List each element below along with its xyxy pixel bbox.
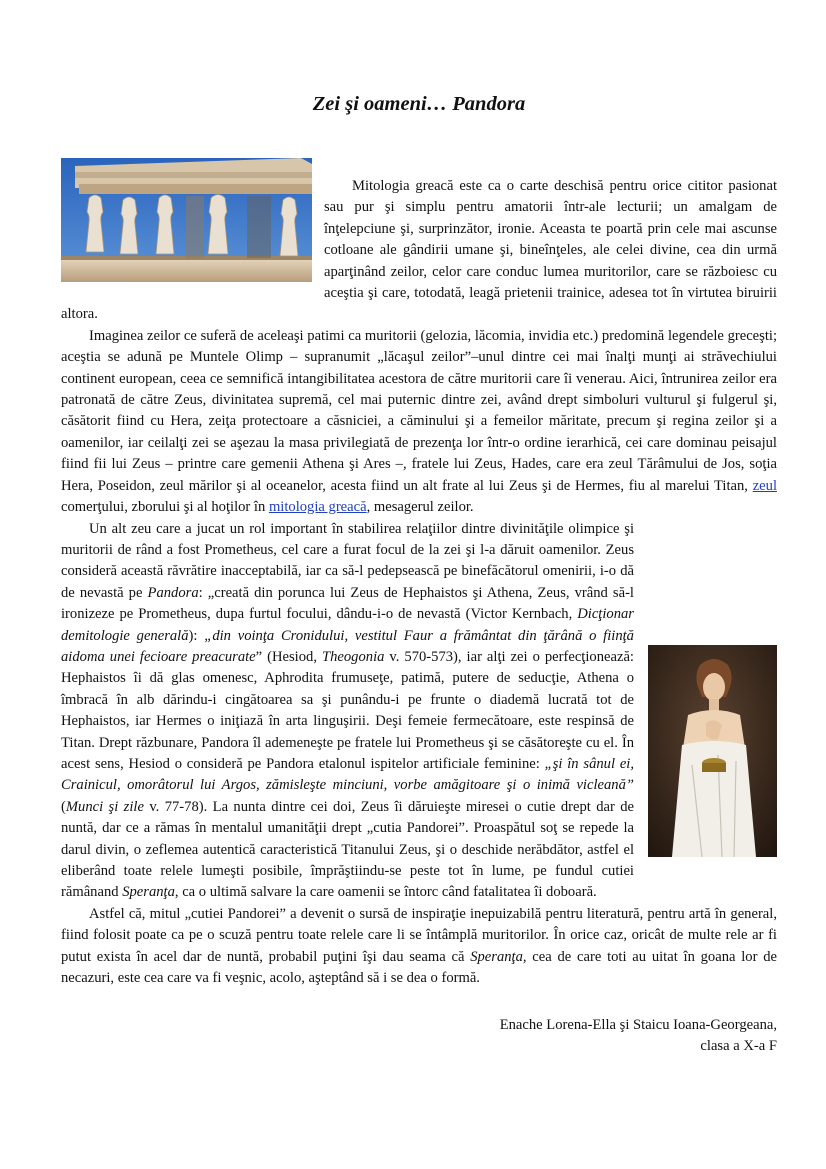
page-title: Zei şi oameni… Pandora xyxy=(312,93,526,115)
paragraph-2-text-c: , mesagerul zeilor. xyxy=(366,499,474,516)
paragraph-3-text-a: Un alt zeu care a jucat un rol important în stabilirea relaţiilor dintre divinităţile olimpice şi muritorii de rând a fost Prometheus, cel care a furat focul de la zei şi l-a dăruit oamenilor. Zeus consideră această răvrătire inacceptabilă, iar ca să-l pedepsească pe binefăcătorul omenirii, i-o dă de nevastă pe xyxy=(61,520,634,601)
pandora-painting-image xyxy=(648,645,777,857)
link-mitologia-greaca[interactable]: mitologia greacă xyxy=(268,499,367,516)
paragraph-1: Mitologia greacă este ca o carte deschisă pentru orice cititor pasionat sau pur şi simplu pentru amatorii într-ale lecturii; un amalgam de înţelepciune şi, surprinzător, ironie. Aceasta te poartă prin cele mai ascunse cotloane ale gândirii umane şi, bineînţeles, ale celei divine, cea din urmă aparţinând zeilor, celor care conduc lumea muritorilor, care se războiesc cu aceştia şi care, totodată, leagă prietenii trainice, adesea tot în virtutea biruirii altora. xyxy=(61,178,777,323)
author-names: Enache Lorena-Ella şi Staicu Ioana-Georgeana, xyxy=(499,1017,777,1034)
paragraph-3-text-f: ( xyxy=(61,798,66,815)
paragraph-4 xyxy=(61,904,777,990)
author-class: clasa a X-a F xyxy=(700,1038,777,1055)
paragraph-3-italic-2: Dicţionar demitologie generală xyxy=(61,606,634,644)
link-zeul[interactable]: zeul xyxy=(752,477,777,494)
article xyxy=(61,90,777,1057)
paragraph-3-text-e: v. 570-573), iar alţi zei o perfecţionează: Hephaistos îi dă glas omenesc, Aphrodita frumuseţe, patimă, putere de seducţie, Athena o îmbracă în alb dărindu-i cingătoarea sa şi punându-i pe frunte o diademă lucrată tot de Hephaistos, iar Hermes o iniţiază în arta linguşirii. Deşi femeie fermecătoare, este respinsă de Titan. Drept răzbunare, Pandora îl ademeneşte pe fratele lui Prometheus şi se căsătoreşte cu el. În acest sens, Hesiod o consideră pe Pandora etalonul ispitelor artificiale feminine: xyxy=(61,648,634,772)
paragraph-3-text-c: ): xyxy=(188,627,205,644)
signature xyxy=(61,1015,777,1057)
paragraph-3-italic-3: „din voinţa Cronidului, vestitul Faur a frământat din ţărână o fiinţă aidoma unei fecioare preacurate xyxy=(61,627,634,665)
caryatids-image xyxy=(61,158,312,282)
paragraph-3-text-d: ” (Hesiod, xyxy=(255,648,322,665)
paragraph-3-italic-5: „şi în sânul ei, Crainicul, omorâtorul lui Argos, zămisleşte minciuni, vorbe amăgitoare şi o inimă vicleană” xyxy=(61,755,635,794)
paragraph-4-text-a: Astfel că, mitul „cutiei Pandorei” a devenit o sursă de inspiraţie inepuizabilă pentru literatură, pentru artă în general, fiind folosit poate ca pe o scuză pentru toate relele care li se întâmplă muritorilor. În orice caz, oricât de multe rele ar fi putut exista în acel dar de nuntă, probabil puţini îşi dau seama că xyxy=(61,905,777,965)
paragraph-2-text-b: comerţului, zborului şi al hoţilor în xyxy=(61,499,269,516)
paragraph-2 xyxy=(61,326,777,519)
paragraph-2-text-a: Imaginea zeilor ce suferă de aceleaşi patimi ca muritorii (gelozia, lăcomia, invidia etc.) predomină legendele greceşti; aceştia se adună pe Muntele Olimp – supranumit „lăcaşul zeilor”–unul dintre cei mai înalţi munţi ai străvechiului continent european, ceea ce semnifică intangibilitatea acestora de către muritorii care îi venerau. Aici, întrunirea zeilor era patronată de către Zeus, divinitatea supremă, cel mai puternic dintre zei, având drept simboluri vulturul şi fulgerul şi, căsătorit fiind cu Hera, zeiţa protectoare a căsniciei, a căminului şi a femeilor măritate, precum şi regina zeilor şi a oamenilor, iar ceilalţi zei se aşezau la masa privilegiată de prezenţa lor într-o ordine ierarhică, cei care dominau peisajul fiind fii lui Zeus – printre care gemenii Athena şi Ares –, fratele lui Zeus, Hades, care era zeul Tărâmului de Jos, soţia Hera, Poseidon, zeul mărilor şi al oceanelor, acesta fiind un alt frate al lui Zeus şi de Hermes, fiu al marelui Titan, xyxy=(61,327,777,494)
paragraph-4-text-b: , cea de care toti au uitat în goana lor de necazuri, este cea care va fi veşnic, acolo, aşteptând să i se dea o formă. xyxy=(61,948,777,987)
paragraph-3-text-h: , ca o ultimă salvare la care oamenii se întorc când fatalitatea îi doboară. xyxy=(174,884,597,901)
paragraph-3-italic-1: Pandora xyxy=(147,584,199,601)
paragraph-3-italic-6: Munci şi zile xyxy=(65,798,144,815)
paragraph-3-text-b: : „creată din porunca lui Zeus de Hephaistos şi Athena, Zeus, vrând să-l ironizeze pe Prometheus, dupa furtul focului, dându-i-o de nevastă (Victor Kernbach, xyxy=(61,584,634,623)
paragraph-4-italic-1: Speranţa xyxy=(470,948,523,965)
paragraph-3-italic-7: Speranţa xyxy=(122,884,175,901)
paragraph-3-text-g: v. 77-78). La nunta dintre cei doi, Zeus îi dăruieşte miresei o cutie drept dar de nuntă, dar ce a rămas în mentalul umanităţii drept „cutia Pandorei”. Proaspătul soţ se repede la darul divin, o zeflemea autentică caracteristică Titanului Zeus, şi o deschide nerăbdător, astfel el eliberând toate relele lumeşti posibile, împrăştiindu-se peste tot în lume, pe fundul cutiei rămânand xyxy=(61,798,634,901)
paragraph-3-italic-4: Theogonia xyxy=(321,648,385,665)
